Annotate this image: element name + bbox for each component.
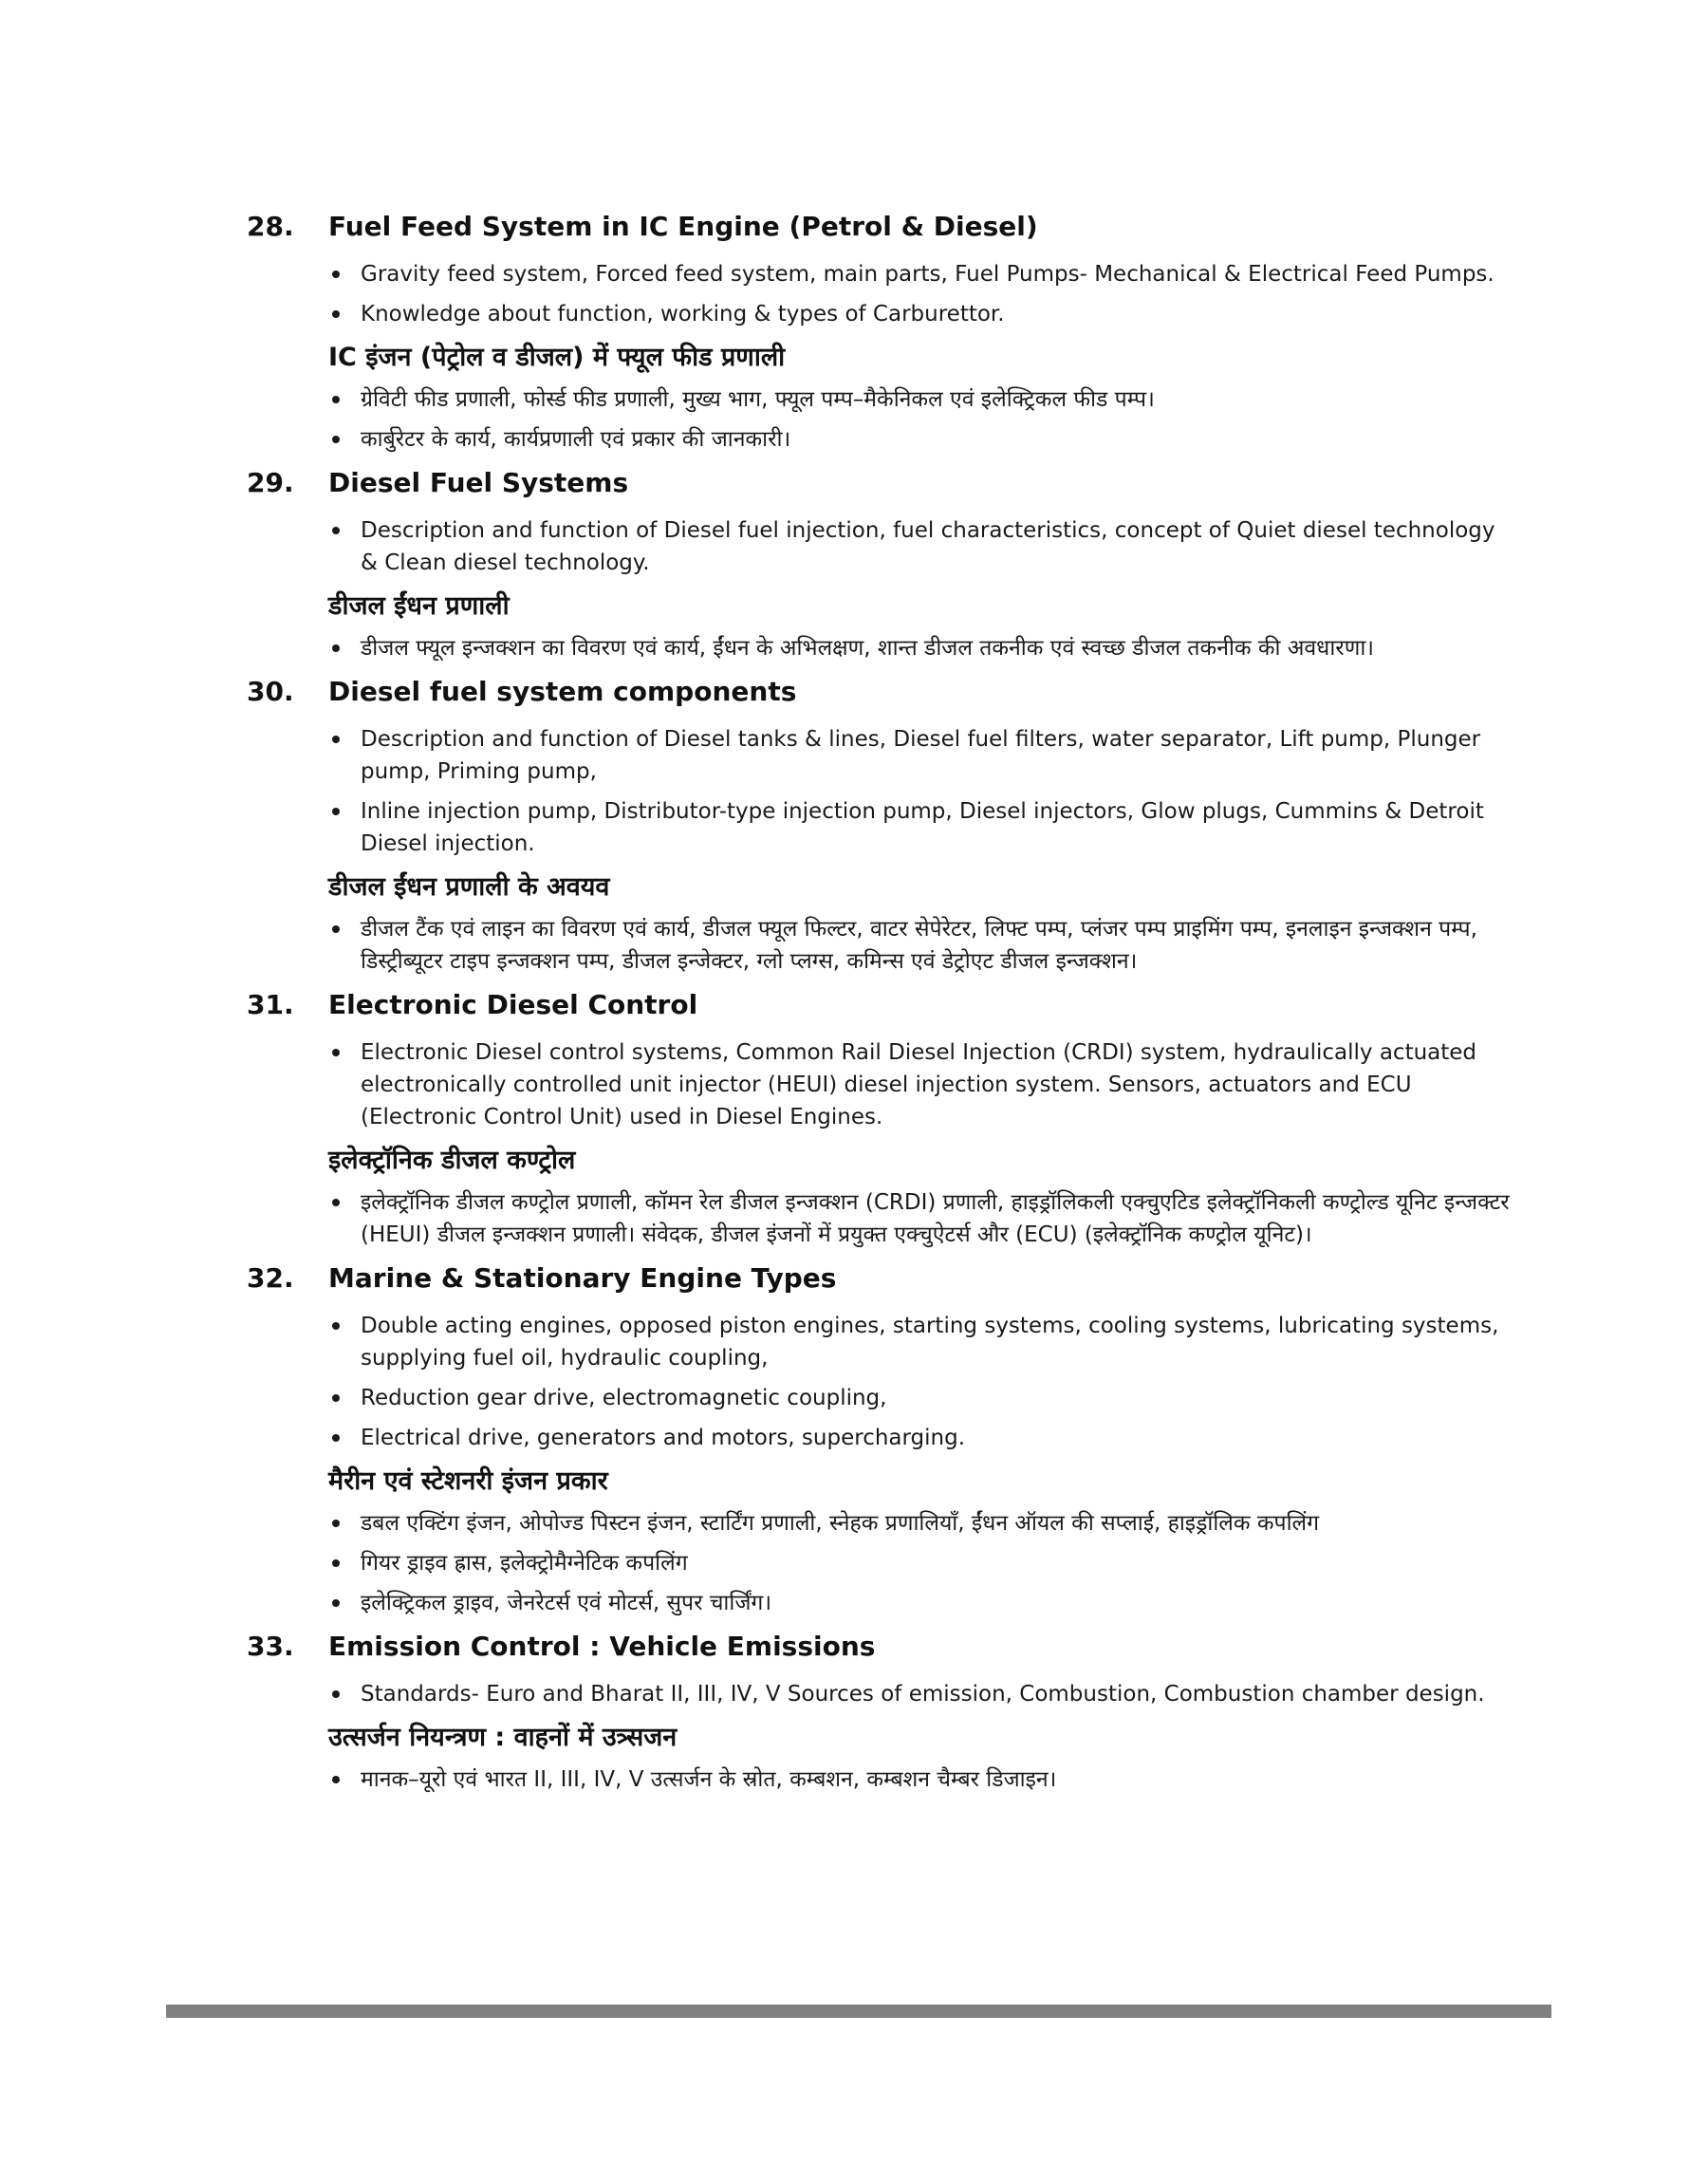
list-item-text: इलेक्ट्रॉनिक डीजल कण्ट्रोल प्रणाली, कॉमन रेल डीजल इन्जक्शन (CRDI) प्रणाली, हाइड्रॉलिकली एक्चुएटिड इलेक्ट्रॉनिकली कण्ट्रोल्ड यूनिट इन्जक्टर (HEUI) डीजल इन्जक्शन प्रणाली। संवेदक, डीजल इंजनों में प्रयुक्त एक्चुऐटर्स और (ECU) (इलेक्ट्रॉनिक कण्ट्रोल यूनिट)। bbox=[361, 1190, 1510, 1247]
list-item-text: ग्रेविटी फीड प्रणाली, फोर्स्ड फीड प्रणाली, मुख्य भाग, फ्यूल पम्प–मैकेनिकल एवं इलेक्ट्रिकल फीड पम्प। bbox=[361, 387, 1155, 412]
list-item bbox=[328, 298, 1518, 330]
list-item bbox=[328, 1382, 1518, 1414]
list-item bbox=[328, 1310, 1518, 1374]
list-item-text: कार्बुरेटर के कार्य, कार्यप्रणाली एवं प्रकार की जानकारी। bbox=[361, 427, 791, 452]
section-body bbox=[328, 258, 1518, 456]
hindi-topic-list bbox=[328, 1507, 1518, 1619]
section-body bbox=[328, 1678, 1518, 1796]
list-item-text: Inline injection pump, Distributor-type injection pump, Diesel injectors, Glow plugs, Cummins & Detroit Diesel injection. bbox=[361, 799, 1484, 856]
section-heading bbox=[247, 467, 1518, 514]
list-item-text: डबल एक्टिंग इंजन, ओपोज्ड पिस्टन इंजन, स्टार्टिंग प्रणाली, स्नेहक प्रणालियाँ, ईंधन ऑयल की सप्लाई, हाइड्रॉलिक कपलिंग bbox=[361, 1511, 1320, 1536]
list-item bbox=[328, 913, 1518, 978]
footer-rule bbox=[166, 2005, 1551, 2018]
list-item bbox=[328, 514, 1518, 579]
list-item bbox=[328, 1547, 1518, 1579]
bullet-icon bbox=[332, 1322, 340, 1330]
list-item bbox=[328, 423, 1518, 456]
bullet-icon bbox=[332, 1520, 340, 1527]
list-item-text: Double acting engines, opposed piston engines, starting systems, cooling systems, lubricating systems, supplying fuel oil, hydraulic coupling, bbox=[361, 1314, 1499, 1371]
section-number: 28. bbox=[247, 211, 294, 242]
list-item-text: Description and function of Diesel fuel injection, fuel characteristics, concept of Quiet diesel technology & Clean diesel technology. bbox=[361, 518, 1495, 575]
list-item-text: डीजल टैंक एवं लाइन का विवरण एवं कार्य, डीजल फ्यूल फिल्टर, वाटर सेपेरेटर, लिफ्ट पम्प, प्लंजर पम्प प्राइमिंग पम्प, इनलाइन इन्जक्शन पम्प, डिस्ट्रीब्यूटर टाइप इन्जक्शन पम्प, डीजल इन्जेक्टर, ग्लो प्लग्स, कमिन्स एवं डेट्रोएट डीजल इन्जक्शन। bbox=[361, 917, 1477, 974]
bullet-icon bbox=[332, 1776, 340, 1783]
syllabus-section bbox=[247, 211, 1518, 456]
list-item bbox=[328, 383, 1518, 416]
section-number: 32. bbox=[247, 1262, 294, 1294]
list-item bbox=[328, 1587, 1518, 1619]
list-item bbox=[328, 632, 1518, 664]
list-item bbox=[328, 1763, 1518, 1796]
section-body bbox=[328, 1036, 1518, 1251]
bullet-icon bbox=[332, 396, 340, 403]
bullet-icon bbox=[332, 1394, 340, 1402]
bullet-icon bbox=[332, 736, 340, 743]
list-item bbox=[328, 258, 1518, 290]
list-item bbox=[328, 795, 1518, 860]
section-number: 33. bbox=[247, 1631, 294, 1662]
hindi-topic-list bbox=[328, 1186, 1518, 1251]
list-item-text: Standards- Euro and Bharat II, III, IV, V Sources of emission, Combustion, Combustion chamber design. bbox=[361, 1682, 1485, 1707]
syllabus-section bbox=[247, 989, 1518, 1251]
hindi-section-title: IC इंजन (पेट्रोल व डीजल) में फ्यूल फीड प्रणाली bbox=[328, 343, 786, 372]
english-topic-list bbox=[328, 1310, 1518, 1454]
english-topic-list bbox=[328, 723, 1518, 860]
bullet-icon bbox=[332, 1199, 340, 1206]
english-topic-list bbox=[328, 1036, 1518, 1133]
section-body bbox=[328, 514, 1518, 664]
section-title: Emission Control : Vehicle Emissions bbox=[328, 1631, 876, 1662]
bullet-icon bbox=[332, 1434, 340, 1442]
section-title: Electronic Diesel Control bbox=[328, 989, 698, 1020]
section-body bbox=[328, 1310, 1518, 1619]
hindi-topic-list bbox=[328, 913, 1518, 978]
hindi-section-title: मैरीन एवं स्टेशनरी इंजन प्रकार bbox=[328, 1466, 608, 1496]
section-title: Diesel Fuel Systems bbox=[328, 467, 629, 498]
list-item-text: मानक–यूरो एवं भारत II, III, IV, V उत्सर्जन के स्रोत, कम्बशन, कम्बशन चैम्बर डिजाइन। bbox=[361, 1767, 1057, 1792]
list-item-text: इलेक्ट्रिकल ड्राइव, जेनरेटर्स एवं मोटर्स, सुपर चार्जिंग। bbox=[361, 1591, 772, 1615]
section-number: 31. bbox=[247, 989, 294, 1020]
list-item-text: Description and function of Diesel tanks & lines, Diesel fuel filters, water separator, Lift pump, Plunger pump, Priming pump, bbox=[361, 727, 1481, 784]
bullet-icon bbox=[332, 1559, 340, 1567]
list-item bbox=[328, 1422, 1518, 1454]
section-title: Diesel fuel system components bbox=[328, 676, 797, 707]
hindi-topic-list bbox=[328, 383, 1518, 456]
list-item-text: Knowledge about function, working & types of Carburettor. bbox=[361, 302, 1005, 327]
syllabus-section bbox=[247, 1631, 1518, 1796]
hindi-section-title: उत्सर्जन नियन्त्रण : वाहनों में उत्र्सजन bbox=[328, 1723, 678, 1752]
hindi-topic-list bbox=[328, 1763, 1518, 1796]
list-item bbox=[328, 1186, 1518, 1251]
bullet-icon bbox=[332, 310, 340, 318]
list-item-text: Gravity feed system, Forced feed system, main parts, Fuel Pumps- Mechanical & Electrical Feed Pumps. bbox=[361, 262, 1494, 287]
bullet-icon bbox=[332, 271, 340, 278]
bullet-icon bbox=[332, 1599, 340, 1607]
syllabus-section bbox=[247, 676, 1518, 978]
hindi-section-title: डीजल ईंधन प्रणाली के अवयव bbox=[328, 872, 610, 902]
section-heading bbox=[247, 989, 1518, 1036]
syllabus-section bbox=[247, 1262, 1518, 1619]
section-number: 29. bbox=[247, 467, 294, 498]
section-heading bbox=[247, 676, 1518, 723]
english-topic-list bbox=[328, 514, 1518, 579]
section-body bbox=[328, 723, 1518, 978]
section-number: 30. bbox=[247, 676, 294, 707]
syllabus-section bbox=[247, 467, 1518, 664]
hindi-section-title: डीजल ईंधन प्रणाली bbox=[328, 591, 510, 621]
bullet-icon bbox=[332, 808, 340, 815]
bullet-icon bbox=[332, 925, 340, 933]
english-topic-list bbox=[328, 1678, 1518, 1710]
list-item-text: डीजल फ्यूल इन्जक्शन का विवरण एवं कार्य, ईंधन के अभिलक्षण, शान्त डीजल तकनीक एवं स्वच्छ डीजल तकनीक की अवधारणा। bbox=[361, 636, 1374, 661]
section-heading bbox=[247, 1262, 1518, 1310]
section-title: Marine & Stationary Engine Types bbox=[328, 1262, 837, 1294]
section-heading bbox=[247, 211, 1518, 258]
list-item bbox=[328, 1507, 1518, 1539]
english-topic-list bbox=[328, 258, 1518, 330]
section-title: Fuel Feed System in IC Engine (Petrol & Diesel) bbox=[328, 211, 1038, 242]
list-item bbox=[328, 723, 1518, 788]
list-item-text: गियर ड्राइव ह्रास, इलेक्ट्रोमैग्नेटिक कपलिंग bbox=[361, 1551, 688, 1576]
list-item-text: Electronic Diesel control systems, Common Rail Diesel Injection (CRDI) system, hydraulically actuated electronically controlled unit injector (HEUI) diesel injection system. Sensors, actuators and ECU (Electronic Control Unit) used in Diesel Engines. bbox=[361, 1040, 1477, 1129]
list-item bbox=[328, 1678, 1518, 1710]
syllabus-content bbox=[247, 211, 1518, 1807]
bullet-icon bbox=[332, 1690, 340, 1698]
bullet-icon bbox=[332, 1049, 340, 1056]
hindi-section-title: इलेक्ट्रॉनिक डीजल कण्ट्रोल bbox=[328, 1146, 576, 1175]
bullet-icon bbox=[332, 527, 340, 534]
list-item-text: Electrical drive, generators and motors, supercharging. bbox=[361, 1426, 966, 1450]
bullet-icon bbox=[332, 644, 340, 652]
bullet-icon bbox=[332, 436, 340, 443]
list-item bbox=[328, 1036, 1518, 1133]
list-item-text: Reduction gear drive, electromagnetic coupling, bbox=[361, 1386, 887, 1410]
section-heading bbox=[247, 1631, 1518, 1678]
hindi-topic-list bbox=[328, 632, 1518, 664]
